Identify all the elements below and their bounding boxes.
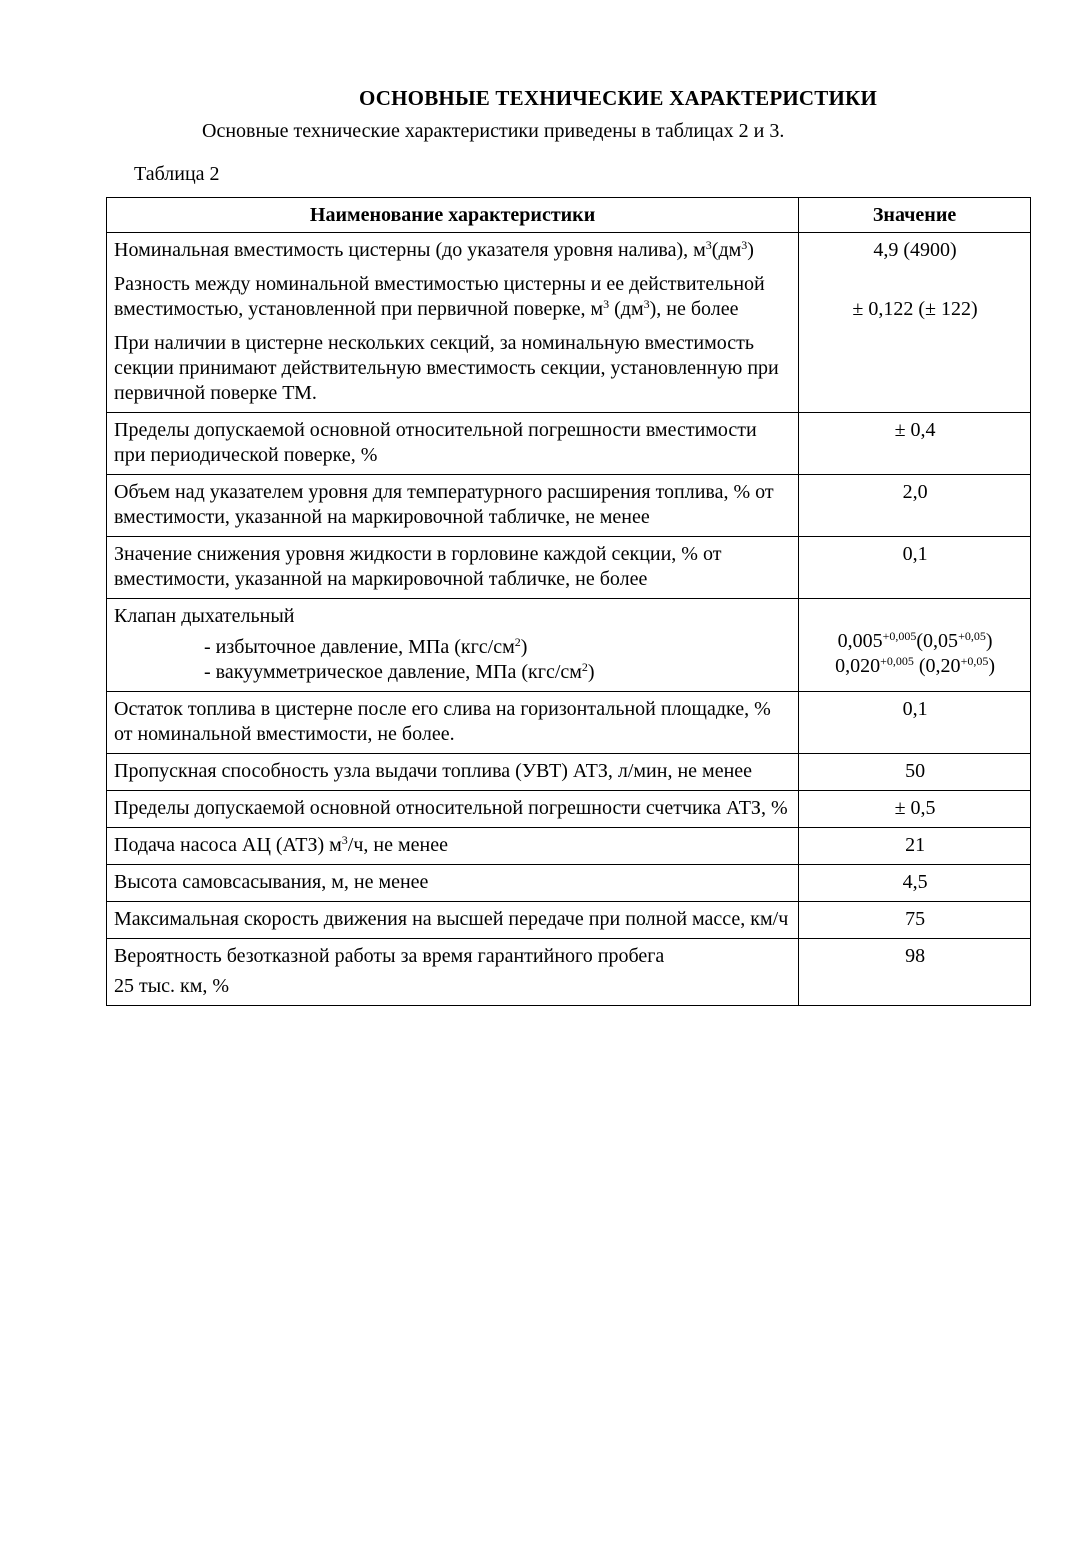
row-name: Значение снижения уровня жидкости в горловине каждой секции, % от вместимости, указанной на маркировочной табличке, не более: [107, 537, 799, 599]
vacuum-pressure-label: - вакуумметрическое давление, МПа $(кгс/см^2)$: [204, 660, 595, 683]
row-name: Пределы допускаемой основной относительной погрешности счетчика АТЗ, %: [107, 791, 799, 828]
row-name: Пропускная способность узла выдачи топлива (УВТ) АТЗ, л/мин, не менее: [107, 754, 799, 791]
valve-label: Клапан дыхательный: [114, 605, 295, 627]
row-name: [107, 939, 799, 1006]
row-name: Максимальная скорость движения на высшей передаче при полной массе, км/ч: [107, 902, 799, 939]
reliability-line-1: Вероятность безотказной работы за время гарантийного пробега: [114, 945, 665, 967]
table-row: [107, 233, 1031, 413]
capacity-difference-value: ± 0,122 (± 122): [852, 298, 978, 320]
table-row: [107, 599, 1031, 692]
row-value: 4,5: [799, 865, 1031, 902]
reliability-line-2: 25 тыс. км, %: [114, 975, 230, 997]
row-value: 50: [799, 754, 1031, 791]
row-value: [799, 233, 1031, 413]
capacity-text: Номинальная вместимость цистерны (до указателя уровня налива), $м^3(дм^3)$: [114, 238, 754, 261]
overpressure-value: $0,005^{+0,005}(0,05^{+0,05})$: [837, 629, 993, 652]
table-row: [107, 828, 1031, 865]
intro-text: Основные технические характеристики приведены в таблицах 2 и 3.: [202, 120, 785, 142]
capacity-difference-text: Разность между номинальной вместимостью цистерны и ее действительной вместимостью, установленной при первичной поверке, $м^3$ $(дм^3)$, не более: [114, 273, 765, 320]
table-header-row: [107, 198, 1031, 233]
header-value: Значение: [799, 198, 1031, 233]
row-value: 2,0: [799, 475, 1031, 537]
table-row: [107, 791, 1031, 828]
row-name: [107, 599, 799, 692]
row-value: 21: [799, 828, 1031, 865]
table-caption: Таблица 2: [134, 163, 220, 185]
capacity-value: 4,9 (4900): [873, 239, 957, 261]
row-value: 0,1: [799, 692, 1031, 754]
document-title: ОСНОВНЫЕ ТЕХНИЧЕСКИЕ ХАРАКТЕРИСТИКИ: [358, 86, 877, 110]
row-value: [799, 599, 1031, 692]
row-name: [107, 233, 799, 413]
row-name: Подача насоса АЦ (АТЗ) $м^3/ч$, не менее: [107, 828, 799, 865]
row-value: 0,1: [799, 537, 1031, 599]
table-row: [107, 413, 1031, 475]
header-name: Наименование характеристики: [107, 198, 799, 233]
table-row: [107, 939, 1031, 1006]
row-name: Пределы допускаемой основной относительной погрешности вместимости при периодической поверке, %: [107, 413, 799, 475]
table-row: [107, 537, 1031, 599]
table-row: [107, 865, 1031, 902]
row-value: ± 0,4: [799, 413, 1031, 475]
row-name: Остаток топлива в цистерне после его слива на горизонтальной площадке, % от номинальной вместимости, не более.: [107, 692, 799, 754]
sections-note-text: При наличии в цистерне нескольких секций, за номинальную вместимость секции принимают действительную вместимость секции, установленную при первичной поверке ТМ.: [114, 332, 779, 404]
row-name: Высота самовсасывания, м, не менее: [107, 865, 799, 902]
table-row: [107, 475, 1031, 537]
vacuum-pressure-value: $0,020^{+0,005}$ $(0,20^{+0,05})$: [835, 654, 996, 677]
row-name: Объем над указателем уровня для температурного расширения топлива, % от вместимости, указанной на маркировочной табличке, не менее: [107, 475, 799, 537]
row-value: ± 0,5: [799, 791, 1031, 828]
table-row: [107, 692, 1031, 754]
row-value: 75: [799, 902, 1031, 939]
specifications-table: [106, 197, 1031, 1006]
overpressure-label: - избыточное давление, МПа $(кгс/см^2)$: [204, 635, 528, 658]
table-row: [107, 754, 1031, 791]
row-value: 98: [799, 939, 1031, 1006]
table-row: [107, 902, 1031, 939]
